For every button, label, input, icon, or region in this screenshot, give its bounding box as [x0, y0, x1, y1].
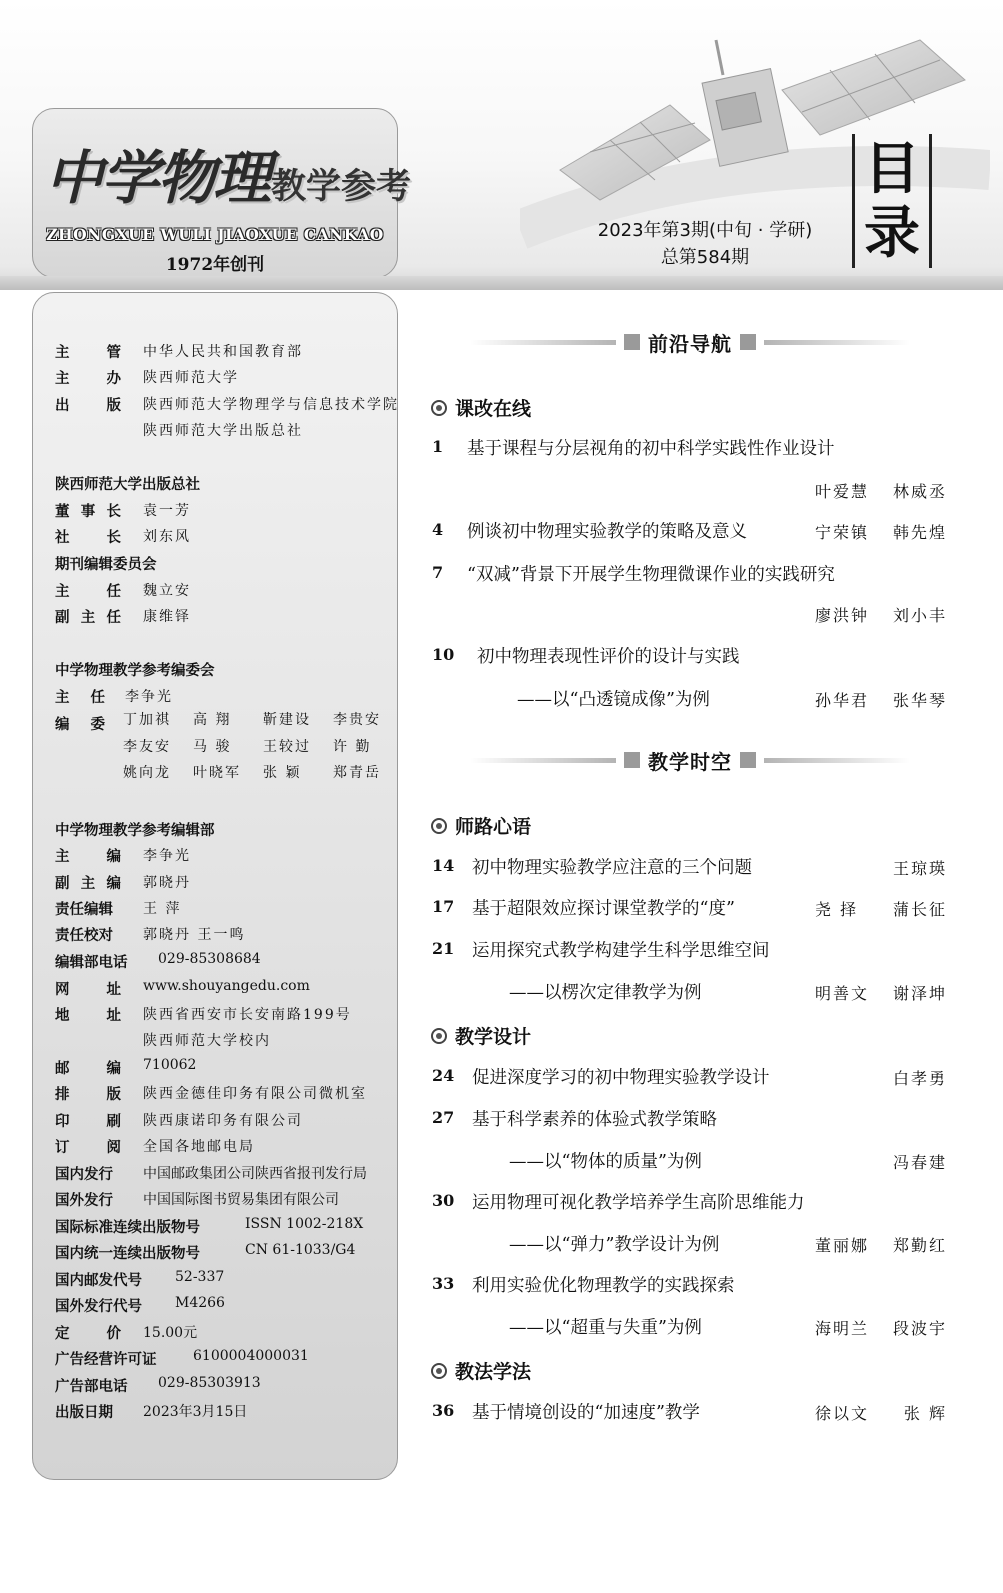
bullet-circle-icon: [431, 818, 447, 834]
article-authors: [815, 897, 947, 920]
masthead-label: 订 阅: [55, 1140, 121, 1156]
article-page: 17: [432, 897, 455, 916]
masthead-value: ISSN 1002-218X: [245, 1216, 364, 1232]
masthead-value: 中国国际图书贸易集团有限公司: [143, 1192, 339, 1208]
contents-bar-left: [852, 134, 855, 268]
article-page: 4: [432, 520, 444, 539]
author: 韩先煌: [892, 523, 947, 542]
committee-heading: 期刊编辑委员会: [55, 557, 157, 573]
article-authors: [815, 1233, 947, 1256]
board-member: 叶晓军: [193, 765, 241, 781]
masthead-label: 主 任: [55, 584, 121, 600]
masthead-label: 主 任: [55, 690, 105, 706]
article-title[interactable]: 基于超限效应探讨课堂教学的“度”: [472, 899, 735, 919]
masthead-value: 710062: [143, 1057, 197, 1073]
masthead-label: 国内邮发代号: [55, 1273, 142, 1289]
article-authors: [815, 479, 947, 502]
article-title[interactable]: 例谈初中物理实验教学的策略及意义: [467, 522, 747, 542]
article-subtitle: ——以“弹力”教学设计为例: [509, 1235, 720, 1255]
rule: [764, 758, 910, 763]
masthead-label: 责任校对: [55, 928, 113, 944]
board-members: [123, 707, 403, 787]
masthead-value: 康维铎: [143, 609, 191, 625]
masthead-value: 全国各地邮电局: [143, 1139, 255, 1155]
column-title: 课改在线: [455, 398, 532, 420]
article-page: 27: [432, 1108, 455, 1127]
board-member: 马 骏: [193, 738, 232, 755]
author: 董丽娜: [815, 1236, 870, 1255]
column-heading: [431, 1357, 531, 1384]
column-heading: [431, 394, 531, 421]
masthead-label: 国内统一连续出版物号: [55, 1246, 200, 1262]
square-icon: [740, 334, 756, 350]
article-authors: [815, 981, 947, 1004]
article-subtitle: ——以楞次定律教学为例: [509, 983, 702, 1003]
masthead-label: 主 办: [55, 371, 121, 387]
author: 宁荣镇: [815, 523, 870, 542]
author: 张华琴: [892, 691, 947, 710]
masthead-value: www.shouyangedu.com: [143, 978, 310, 994]
rule: [470, 758, 616, 763]
article-title[interactable]: 基于情境创设的“加速度”教学: [472, 1403, 700, 1423]
article-subtitle: ——以“凸透镜成像”为例: [517, 690, 710, 710]
article-title[interactable]: 初中物理实验教学应注意的三个问题: [472, 858, 752, 878]
author: 叶爱慧: [815, 482, 870, 501]
article-title[interactable]: 基于课程与分层视角的初中科学实践性作业设计: [467, 439, 835, 459]
square-icon: [624, 752, 640, 768]
article-title[interactable]: 运用物理可视化教学培养学生高阶思维能力: [472, 1193, 805, 1213]
author: 段波宇: [892, 1319, 947, 1338]
article-authors: [815, 1316, 947, 1339]
article-page: 33: [432, 1274, 455, 1293]
masthead-label: 责任编辑: [55, 902, 113, 918]
masthead-value: 029-85303913: [158, 1375, 261, 1391]
author: 徐以文: [815, 1404, 870, 1423]
masthead-value: 陕西省西安市长安南路199号: [143, 1007, 352, 1023]
masthead-label: 主 管: [55, 345, 121, 361]
issue-number: 2023年第3期(中旬 · 学研): [597, 220, 813, 241]
article-page: 10: [432, 645, 455, 664]
rule: [470, 340, 616, 345]
article-page: 1: [432, 437, 444, 456]
section-heading-teaching: [470, 748, 910, 772]
masthead-label: 编辑部电话: [55, 955, 128, 971]
masthead-value: 2023年3月15日: [143, 1404, 248, 1420]
article-subtitle: ——以“超重与失重”为例: [509, 1318, 702, 1338]
masthead-label: 出 版: [55, 398, 121, 414]
masthead-value: 袁一芳: [143, 503, 191, 519]
author: 蒲长征: [892, 900, 947, 919]
masthead-label: 邮 编: [55, 1061, 121, 1077]
article-authors: [815, 1066, 947, 1089]
article-page: 21: [432, 939, 455, 958]
masthead-label: 社 长: [55, 530, 121, 546]
article-page: 14: [432, 856, 455, 875]
section-title: 前沿导航: [648, 331, 732, 356]
author: 郑勤红: [892, 1236, 947, 1255]
logo-subtitle: 教学参考: [271, 167, 412, 207]
masthead-value: 52-337: [175, 1269, 225, 1285]
square-icon: [740, 752, 756, 768]
masthead-panel: [32, 292, 398, 1480]
journal-logo: [32, 108, 412, 278]
author: 廖洪钟: [815, 606, 870, 625]
masthead-value: 李争光: [125, 689, 173, 705]
article-title[interactable]: 利用实验优化物理教学的实践探索: [472, 1276, 735, 1296]
masthead-value: 陕西师范大学出版总社: [143, 423, 303, 439]
author: 明善文: [815, 984, 870, 1003]
column-heading: [431, 812, 531, 839]
author: 海明兰: [815, 1319, 870, 1338]
board-member: 许 勤: [333, 738, 372, 755]
masthead-label: 定 价: [55, 1326, 121, 1342]
article-title[interactable]: 基于科学素养的体验式教学策略: [472, 1110, 717, 1130]
article-title[interactable]: 初中物理表现性评价的设计与实践: [477, 647, 740, 667]
masthead-label: 国外发行代号: [55, 1299, 142, 1315]
author: 白孝勇: [892, 1069, 947, 1088]
board-member: 姚向龙: [123, 765, 171, 781]
masthead-value: 陕西师范大学校内: [143, 1033, 271, 1049]
masthead-label: 排 版: [55, 1087, 121, 1103]
article-page: 30: [432, 1191, 455, 1210]
article-authors: [815, 1150, 947, 1173]
article-subtitle: ——以“物体的质量”为例: [509, 1152, 702, 1172]
author: 孙华君: [815, 691, 870, 710]
board-member: 张 颖: [263, 765, 302, 781]
square-icon: [624, 334, 640, 350]
masthead-value: 郭晓丹: [143, 875, 191, 891]
article-authors: [815, 856, 947, 879]
masthead-value: 陕西师范大学物理学与信息技术学院: [143, 397, 399, 413]
masthead-label: 副 主 任: [55, 610, 121, 626]
article-title[interactable]: “双减”背景下开展学生物理微课作业的实践研究: [467, 565, 835, 585]
masthead-label: 编 委: [55, 717, 105, 733]
board-member: 李友安: [123, 738, 171, 755]
author: 张 辉: [903, 1404, 947, 1423]
board-member: 丁加祺: [123, 712, 171, 728]
masthead-label: 广告经营许可证: [55, 1352, 157, 1368]
masthead-value: 魏立安: [143, 583, 191, 599]
masthead-value: 郭晓丹 王一鸣: [143, 927, 246, 943]
masthead-value: 6100004000031: [193, 1348, 309, 1364]
bullet-circle-icon: [431, 400, 447, 416]
masthead-value: 15.00元: [143, 1325, 198, 1341]
board-member: 李贵安: [333, 712, 381, 728]
masthead-value: 陕西金德佳印务有限公司微机室: [143, 1086, 367, 1102]
column-title: 师路心语: [455, 816, 532, 838]
contents-title-text: 目录: [864, 137, 920, 266]
bullet-circle-icon: [431, 1363, 447, 1379]
total-issue: 总第584期: [660, 247, 750, 268]
dept-heading: 中学物理教学参考编辑部: [55, 823, 215, 839]
section-heading-frontier: [470, 330, 910, 354]
article-authors: [815, 603, 947, 626]
author: 尧 择: [815, 900, 859, 919]
masthead-label: 主 编: [55, 849, 121, 865]
contents-title: [860, 138, 924, 266]
masthead-value: 中国邮政集团公司陕西省报刊发行局: [143, 1166, 367, 1182]
board-member: 郑青岳: [333, 765, 381, 781]
masthead-value: 李争光: [143, 848, 191, 864]
article-authors: [815, 520, 947, 543]
logo-pinyin: ZHONGXUE WULI JIAOXUE CANKAO: [46, 225, 384, 244]
masthead-label: 副 主 编: [55, 876, 121, 892]
masthead-value: 中华人民共和国教育部: [143, 344, 303, 360]
masthead-value: 王 萍: [143, 901, 182, 917]
board-heading: 中学物理教学参考编委会: [55, 663, 215, 679]
masthead-value: 陕西康诺印务有限公司: [143, 1113, 303, 1129]
article-title[interactable]: 运用探究式教学构建学生科学思维空间: [472, 941, 770, 961]
article-page: 36: [432, 1401, 455, 1420]
masthead-label: 广告部电话: [55, 1379, 128, 1395]
press-heading: 陕西师范大学出版总社: [55, 477, 200, 493]
author: 王琼瑛: [892, 859, 947, 878]
masthead-label: 网 址: [55, 982, 121, 998]
board-member: 靳建设: [263, 712, 311, 728]
bullet-circle-icon: [431, 1028, 447, 1044]
masthead-label: 国外发行: [55, 1193, 113, 1209]
masthead-label: 国内发行: [55, 1167, 113, 1183]
masthead-value: M4266: [175, 1295, 225, 1311]
masthead-label: 国际标准连续出版物号: [55, 1220, 200, 1236]
author: 谢泽坤: [892, 984, 947, 1003]
masthead-value: 陕西师范大学: [143, 370, 239, 386]
masthead-value: 029-85308684: [158, 951, 261, 967]
author: 林威丞: [892, 482, 947, 501]
logo-title: [45, 131, 411, 215]
author: 冯春建: [892, 1153, 947, 1172]
article-authors: [815, 1401, 947, 1424]
article-authors: [815, 688, 947, 711]
masthead-label: 董 事 长: [55, 504, 121, 520]
masthead-value: 刘东风: [143, 529, 191, 545]
masthead-label: 印 刷: [55, 1114, 121, 1130]
column-title: 教法学法: [455, 1361, 532, 1383]
column-title: 教学设计: [455, 1026, 532, 1048]
masthead-label: 地 址: [55, 1008, 121, 1024]
article-title[interactable]: 促进深度学习的初中物理实验教学设计: [472, 1068, 770, 1088]
board-member: 高 翔: [193, 712, 232, 728]
article-page: 24: [432, 1066, 455, 1085]
article-page: 7: [432, 563, 444, 582]
section-title: 教学时空: [648, 749, 732, 774]
author: 刘小丰: [892, 606, 947, 625]
contents-bar-right: [929, 134, 932, 268]
header-rule: [0, 276, 1003, 290]
logo-script: 中学物理: [45, 144, 270, 212]
masthead-label: 出版日期: [55, 1405, 113, 1421]
rule: [764, 340, 910, 345]
founded-year: 1972年创刊: [165, 255, 265, 275]
masthead-value: CN 61-1033/G4: [245, 1242, 356, 1258]
column-heading: [431, 1022, 531, 1049]
board-member: 王较过: [263, 738, 311, 755]
